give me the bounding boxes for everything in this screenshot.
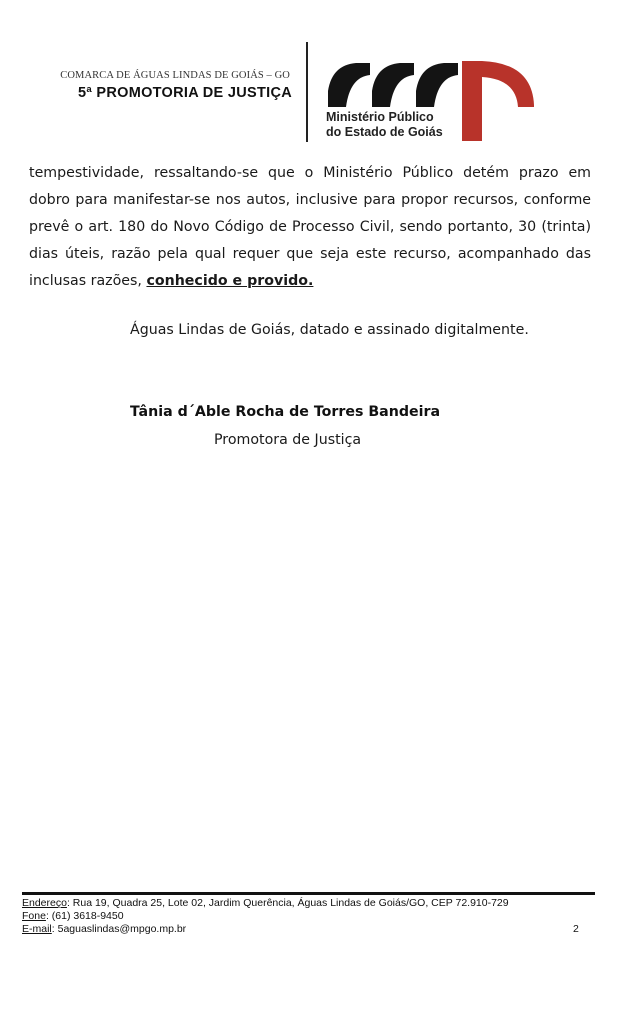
address-label: Endereço xyxy=(22,897,67,909)
paragraph-emphasis: conhecido e provido. xyxy=(146,273,314,289)
dated-line: Águas Lindas de Goiás, datado e assinado digitalmente. xyxy=(130,322,529,338)
address-value: : Rua 19, Quadra 25, Lote 02, Jardim Querência, Águas Lindas de Goiás/GO, CEP 72.910-729 xyxy=(66,897,509,909)
email-value: : 5aguaslindas@mpgo.mp.br xyxy=(51,923,187,935)
footer-email xyxy=(22,923,509,936)
paragraph-text: tempestividade, ressaltando-se que o Ministério Público detém prazo em dobro para manifestar-se nos autos, inclusive para propor recursos, conforme prevê o art. 180 do Novo Código de Processo Civil, sendo portanto, 30 (trinta) dias úteis, razão pela qual requer que seja este recurso, acompanhado das inclusas razões, xyxy=(29,165,591,289)
page-number: 2 xyxy=(573,923,579,935)
logo-text xyxy=(326,110,443,140)
signature-role: Promotora de Justiça xyxy=(214,432,362,448)
logo-text-line1: Ministério Público xyxy=(326,110,434,124)
logo-arc-3 xyxy=(416,63,458,107)
logo-text-line2: do Estado de Goiás xyxy=(326,125,443,139)
footer-phone xyxy=(22,910,509,923)
header-divider xyxy=(306,42,308,142)
header-left xyxy=(0,70,292,101)
phone-label: Fone xyxy=(22,910,46,922)
footer xyxy=(22,897,509,936)
body-paragraph xyxy=(29,160,591,295)
phone-value: : (61) 3618-9450 xyxy=(45,910,124,922)
logo-arc-2 xyxy=(372,63,414,107)
footer-address xyxy=(22,897,509,910)
comarca-label: COMARCA DE ÁGUAS LINDAS DE GOIÁS – GO xyxy=(60,70,290,81)
logo-arc-1 xyxy=(328,63,370,107)
logo-p-shape xyxy=(462,61,534,141)
email-label: E-mail xyxy=(22,923,52,935)
signature-name: Tânia d´Able Rocha de Torres Bandeira xyxy=(130,404,441,420)
footer-rule xyxy=(22,892,595,895)
promotoria-title: 5ª PROMOTORIA DE JUSTIÇA xyxy=(78,85,292,101)
